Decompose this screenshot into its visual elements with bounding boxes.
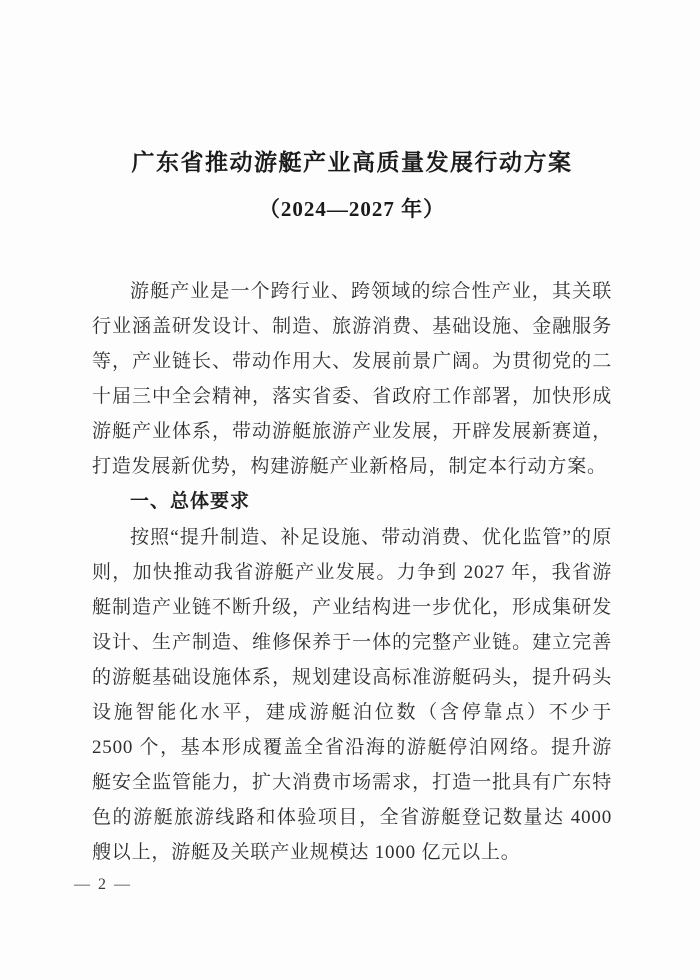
paragraph-intro: 游艇产业是一个跨行业、跨领域的综合性产业，其关联行业涵盖研发设计、制造、旅游消费、基础设施、金融服务等，产业链长、带动作用大、发展前景广阔。为贯彻党的二十届三中全会精神，落实省委、省政府工作部署，加快形成游艇产业体系，带动游艇旅游产业发展，开辟发展新赛道，打造发展新优势，构建游艇产业新格局，制定本行动方案。 <box>92 281 612 477</box>
document-content <box>92 0 612 870</box>
paragraph-overall-requirements: 按照“提升制造、补足设施、带动消费、优化监管”的原则，加快推动我省游艇产业发展。力争到 2027 年，我省游艇制造产业链不断升级，产业结构进一步优化，形成集研发设计、生产制造、维修保养于一体的完整产业链。建立完善的游艇基础设施体系，规划建设高标准游艇码头，提升码头设施智能化水平，建成游艇泊位数（含停靠点）不少于 2500 个，基本形成覆盖全省沿海的游艇停泊网络。提升游艇安全监管能力，扩大消费市场需求，打造一批具有广东特色的游艇旅游线路和体验项目，全省游艇登记数量达 4000 艘以上，游艇及关联产业规模达 1000 亿元以上。 <box>92 527 612 863</box>
document-subtitle: （2024—2027 年） <box>258 197 446 221</box>
section-heading-overall-requirements: 一、总体要求 <box>130 491 251 512</box>
document-title: 广东省推动游艇产业高质量发展行动方案 <box>131 150 573 175</box>
page-number: — 2 — <box>74 876 132 893</box>
